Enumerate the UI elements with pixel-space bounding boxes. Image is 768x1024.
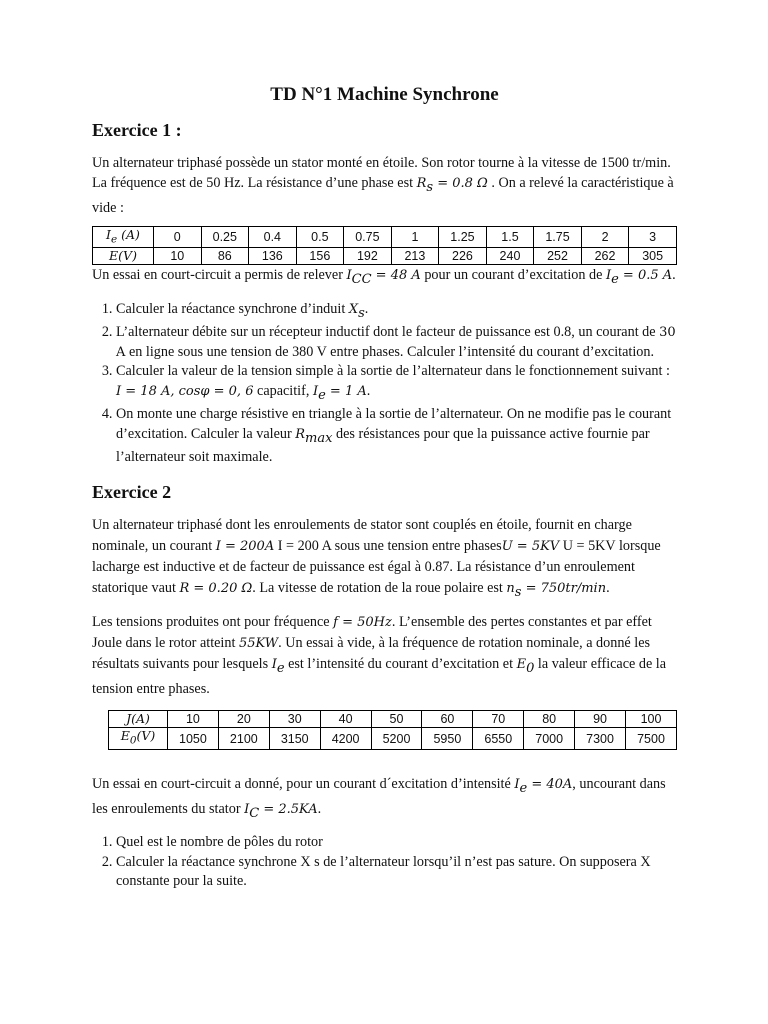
- table-row: [93, 248, 677, 265]
- table-cell: 1.25: [439, 226, 487, 248]
- list-item: 1. Quel est le nombre de pôles du rotor: [116, 833, 677, 853]
- table-cell: 213: [391, 248, 439, 265]
- table-row: [109, 728, 677, 750]
- table-cell: 80: [524, 711, 575, 728]
- table-cell: 0.25: [201, 226, 249, 248]
- table-cell: 305: [629, 248, 677, 265]
- list-item: 4. On monte une charge résistive en triangle à la sortie de l’alternateur. On ne modifie pas le courant d’excitation. Calculer la valeur $R_{max}$ des résistances pour que la puissance active fournie par l’alternateur soit maximale.: [116, 405, 677, 467]
- table-cell: 156: [296, 248, 344, 265]
- exercise-1-short-circuit-text: Un essai en court-circuit a permis de relever $I_{CC} = 48$ A pour un courant d’excitation de $I_e = 0.5$ A.: [92, 267, 676, 288]
- table-cell: 90: [575, 711, 626, 728]
- exercise-2-paragraph-3: Un essai en court-circuit a donné, pour un courant d´excitation d’intensité $I_e = 40A$, uncourant dans les enroulements du stator $I_C = 2.5KA$.: [92, 775, 666, 821]
- table-cell: 7500: [626, 728, 677, 750]
- table-cell: 100: [626, 711, 677, 728]
- list-item: 2. Calculer la réactance synchrone X s de l’alternateur lorsqu’il n’est pas sature. On supposera X constante pour la suite.: [116, 853, 677, 892]
- list-item: 3. Calculer la valeur de la tension simple à la sortie de l’alternateur dans le fonctionnement suivant : I = 18 A, cosφ = 0, 6 capacitif, $I_e = 1$ A.: [116, 362, 677, 405]
- table-cell: 4200: [320, 728, 371, 750]
- table-cell: 70: [473, 711, 524, 728]
- table-row-label: E(V): [93, 248, 154, 265]
- table-cell: 30: [269, 711, 320, 728]
- exercise-1-heading: Exercice 1 :: [92, 120, 182, 140]
- table-cell: 20: [218, 711, 269, 728]
- document-page: [92, 84, 677, 892]
- table-cell: 0.4: [249, 226, 297, 248]
- table-row-label: $E_0(V)$: [109, 728, 168, 750]
- table-cell: 60: [422, 711, 473, 728]
- list-item: 1. Calculer la réactance synchrone d’induit $X_s$.: [116, 300, 677, 323]
- exercise-2-heading: Exercice 2: [92, 481, 172, 502]
- exercise-2-paragraph-2: Les tensions produites ont pour fréquence f = 50Hz. L’ensemble des pertes constantes et par effet Joule dans le rotor atteint 55KW. Un essai à vide, à la fréquence de rotation nominale, a donné les résultats suivants pour lesquels $I_e$ est l’intensité du courant d’excitation et $E_0$ la valeur efficace de la tension entre phases.: [92, 614, 667, 698]
- exercise-2-questions: [92, 833, 677, 892]
- table-cell: 10: [154, 248, 202, 265]
- table-cell: 40: [320, 711, 371, 728]
- table-cell: 1.5: [486, 226, 534, 248]
- table-cell: 5200: [371, 728, 422, 750]
- no-load-characteristic-table: [92, 226, 677, 266]
- table-cell: 136: [249, 248, 297, 265]
- table-row: [109, 711, 677, 728]
- table-cell: 226: [439, 248, 487, 265]
- table-cell: 0: [154, 226, 202, 248]
- table-cell: 2: [581, 226, 629, 248]
- table-cell: 2100: [218, 728, 269, 750]
- table-cell: 3150: [269, 728, 320, 750]
- table-cell: 252: [534, 248, 582, 265]
- table-cell: 0.75: [344, 226, 392, 248]
- table-cell: 1050: [168, 728, 219, 750]
- table-cell: 1.75: [534, 226, 582, 248]
- table-cell: 5950: [422, 728, 473, 750]
- exercise-2-paragraph-1: Un alternateur triphasé dont les enroulements de stator sont couplés en étoile, fournit en charge nominale, un courant I = 200A I = 200 A sous une tension entre phasesU = 5KV U = 5KV lorsque lacharge est inductive et de facteur de puissance est égal à 0.87. La résistance d’un enroulement statorique vaut R = 0.20 Ω. La vitesse de rotation de la roue polaire est $n_s = 750tr/\min$.: [92, 516, 661, 600]
- table-row-label: J(A): [109, 711, 168, 728]
- table-cell: 50: [371, 711, 422, 728]
- page-title: TD N°1 Machine Synchrone: [270, 84, 499, 105]
- table-cell: 192: [344, 248, 392, 265]
- table-cell: 262: [581, 248, 629, 265]
- table-cell: 3: [629, 226, 677, 248]
- exercise-1-intro: Un alternateur triphasé possède un stator monté en étoile. Son rotor tourne à la vitesse de 1500 tr/min. La fréquence est de 50 Hz. La résistance d’une phase est $R_s = 0.8$ Ω . On a relevé la caractéristique à vide :: [92, 155, 674, 216]
- table-cell: 7300: [575, 728, 626, 750]
- exercise-1-questions: [92, 300, 677, 467]
- table-cell: 10: [168, 711, 219, 728]
- table-cell: 86: [201, 248, 249, 265]
- table-row: [93, 226, 677, 248]
- table-cell: 1: [391, 226, 439, 248]
- table-cell: 6550: [473, 728, 524, 750]
- no-load-test-table: [108, 710, 677, 750]
- table-cell: 240: [486, 248, 534, 265]
- table-cell: 0.5: [296, 226, 344, 248]
- list-item: 2. L’alternateur débite sur un récepteur inductif dont le facteur de puissance est 0.8, un courant de 30 A en ligne sous une tension de 380 V entre phases. Calculer l’intensité du courant d’excitation.: [116, 323, 677, 362]
- table-row-label: $I_e$ (A): [93, 226, 154, 248]
- table-cell: 7000: [524, 728, 575, 750]
